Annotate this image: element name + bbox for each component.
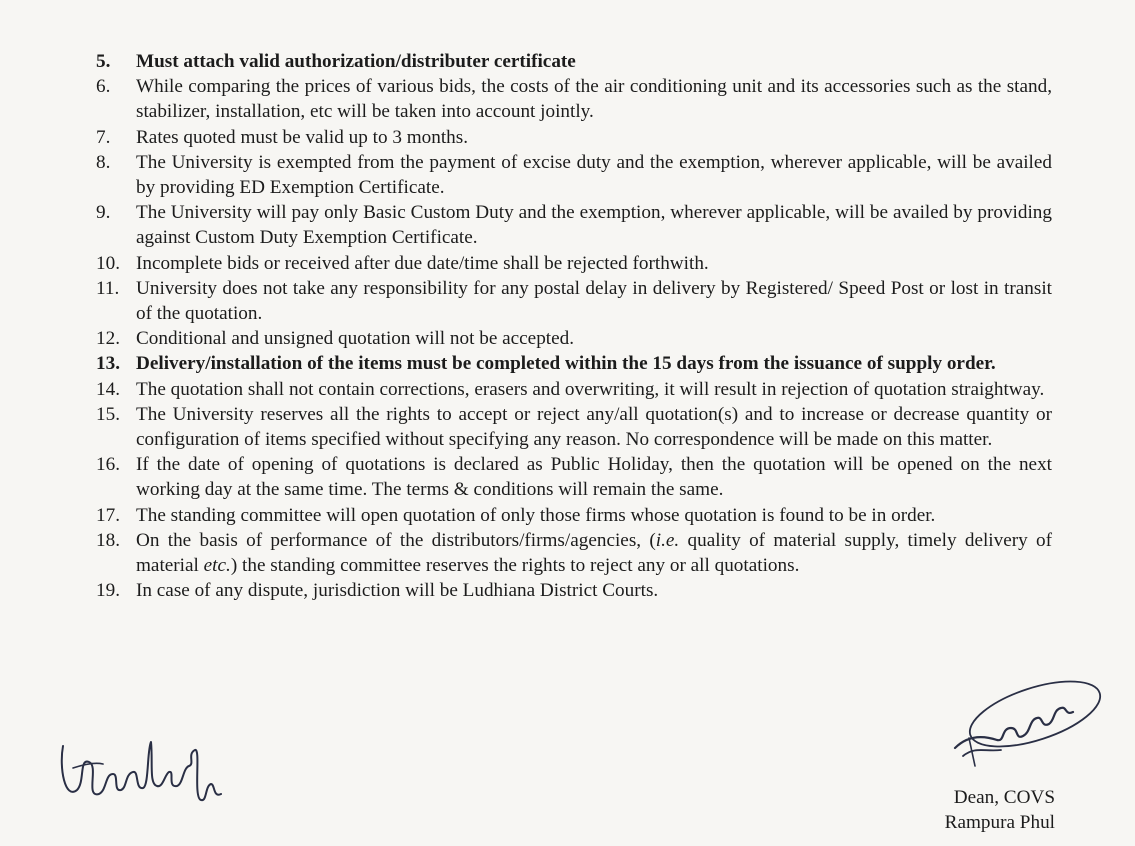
term-text-italic: etc. [203, 555, 231, 577]
term-item [96, 200, 1052, 250]
signatory-block [925, 785, 1055, 835]
term-item [96, 276, 1052, 326]
signatory-location: Rampura Phul [944, 812, 1055, 833]
handwritten-signature-left [55, 728, 255, 828]
term-text: The standing committee will open quotation of only those firms whose quotation is found to be in order. [136, 504, 936, 526]
term-item [96, 74, 1052, 124]
term-number: 6. [96, 76, 111, 98]
term-text-part: quality of material supply, timely delivery of material [136, 529, 1052, 577]
term-text: The University reserves all the rights to accept or reject any/all quotation(s) and to increase or decrease quantity or configuration of items specified without specifying any reason. No correspondence will be made on this matter. [136, 403, 1052, 451]
term-item [96, 377, 1052, 402]
term-text: The University will pay only Basic Custom Duty and the exemption, wherever applicable, will be availed by providing against Custom Duty Exemption Certificate. [136, 202, 1052, 249]
term-number: 9. [96, 202, 111, 224]
term-text: The University is exempted from the payment of excise duty and the exemption, wherever applicable, will be availed by providing ED Exemption Certificate. [136, 151, 1052, 199]
term-number: 18. [96, 529, 120, 551]
term-text: Delivery/installation of the items must be completed within the 15 days from the issuance of supply order. [136, 353, 996, 375]
term-number: 19. [96, 580, 120, 602]
term-text: Rates quoted must be valid up to 3 months. [136, 126, 469, 148]
term-text: If the date of opening of quotations is declared as Public Holiday, then the quotation will be opened on the next working day at the same time. The terms & conditions will remain the same. [136, 454, 1052, 501]
term-number: 8. [96, 151, 111, 173]
term-number: 7. [96, 126, 111, 148]
term-item [96, 49, 1052, 74]
term-text-italic: i.e. [655, 529, 680, 551]
term-number: 16. [96, 454, 120, 476]
term-item [96, 528, 1052, 578]
term-number: 5. [96, 51, 111, 72]
term-text: The quotation shall not contain corrections, erasers and overwriting, it will result in rejection of quotation straightway. [136, 378, 1045, 400]
term-text-part: On the basis of performance of the distributors/firms/agencies, ( [136, 529, 656, 551]
terms-list [96, 49, 1052, 603]
term-number: 15. [96, 403, 120, 425]
signatory-designation: Dean, COVS [953, 787, 1055, 808]
term-text: In case of any dispute, jurisdiction will be Ludhiana District Courts. [136, 580, 659, 602]
term-item [96, 150, 1052, 200]
handwritten-signature-right [945, 676, 1105, 771]
term-number: 14. [96, 378, 120, 400]
term-text: Incomplete bids or received after due date/time shall be rejected forthwith. [136, 252, 709, 274]
term-item [96, 578, 1052, 603]
term-item [96, 125, 1052, 150]
term-item [96, 452, 1052, 502]
term-number: 17. [96, 504, 120, 526]
term-text: Must attach valid authorization/distributer certificate [136, 51, 576, 72]
term-number: 11. [96, 277, 120, 299]
term-number: 10. [96, 252, 120, 274]
term-item [96, 402, 1052, 452]
term-item [96, 326, 1052, 351]
term-number: 12. [96, 328, 120, 350]
term-text [136, 530, 1052, 576]
term-text: While comparing the prices of various bids, the costs of the air conditioning unit and its accessories such as the stand, stabilizer, installation, etc will be taken into account jointly. [136, 76, 1052, 123]
term-text-part: ) the standing committee reserves the rights to reject any or all quotations. [230, 555, 800, 577]
term-item [96, 251, 1052, 276]
term-item [96, 351, 1052, 376]
term-text: University does not take any responsibility for any postal delay in delivery by Registered/ Speed Post or lost in transit of the quotation. [136, 277, 1052, 325]
term-item [96, 503, 1052, 528]
term-text: Conditional and unsigned quotation will not be accepted. [136, 328, 575, 350]
term-number: 13. [96, 353, 120, 375]
